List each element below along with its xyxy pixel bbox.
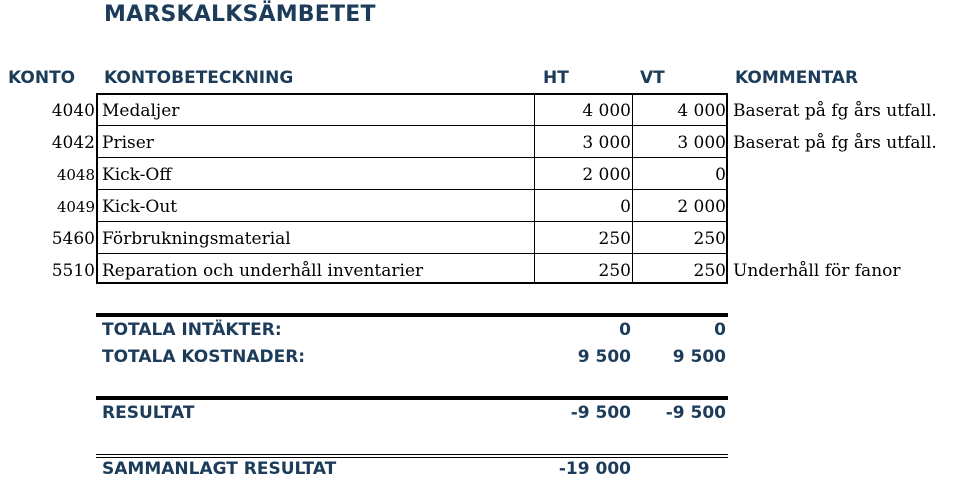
page-title: MARSKALKSÄMBETET: [104, 2, 376, 27]
header-kontobeteckning: KONTOBETECKNING: [104, 68, 294, 88]
kontobeteckning-cell: Priser: [102, 133, 154, 153]
totala-intakter-vt: 0: [714, 320, 726, 340]
ht-cell: 250: [598, 261, 631, 281]
kommentar-cell: Baserat på fg års utfall.: [733, 101, 937, 121]
kontobeteckning-cell: Kick-Off: [102, 165, 172, 185]
kontobeteckning-cell: Kick-Out: [102, 197, 178, 217]
konto-cell: 4049: [56, 198, 95, 216]
ht-cell: 4 000: [582, 101, 631, 121]
sammanlagt-resultat-label: SAMMANLAGT RESULTAT: [102, 459, 337, 479]
resultat-divider: [96, 396, 728, 400]
ht-cell: 3 000: [582, 133, 631, 153]
vt-cell: 3 000: [677, 133, 726, 153]
kontobeteckning-cell: Reparation och underhåll inventarier: [102, 261, 424, 281]
konto-cell: 5460: [51, 229, 95, 249]
header-vt: VT: [640, 68, 665, 88]
kontobeteckning-cell: Förbrukningsmaterial: [102, 229, 291, 249]
sammanlagt-resultat-value: -19 000: [558, 459, 631, 479]
totala-kostnader-ht: 9 500: [577, 347, 631, 367]
konto-cell: 4040: [51, 101, 95, 121]
kommentar-cell: Baserat på fg års utfall.: [733, 133, 937, 153]
totals-divider: [96, 313, 728, 317]
table-row: [0, 157, 959, 189]
vt-cell: 0: [715, 165, 726, 185]
table-row: [0, 189, 959, 221]
kontobeteckning-cell: Medaljer: [102, 101, 180, 121]
table-row: [0, 221, 959, 253]
vt-cell: 250: [693, 229, 726, 249]
kommentar-cell: Underhåll för fanor: [733, 261, 901, 281]
vt-cell: 250: [693, 261, 726, 281]
resultat-ht: -9 500: [570, 403, 631, 423]
ht-cell: 250: [598, 229, 631, 249]
header-kommentar: KOMMENTAR: [735, 68, 859, 88]
resultat-vt: -9 500: [665, 403, 726, 423]
konto-cell: 4048: [56, 166, 95, 184]
table-row: [0, 253, 959, 285]
table-row: [0, 125, 959, 157]
vt-cell: 4 000: [677, 101, 726, 121]
vt-cell: 2 000: [677, 197, 726, 217]
ht-cell: 0: [620, 197, 631, 217]
ht-cell: 2 000: [582, 165, 631, 185]
sammanlagt-divider: [96, 454, 728, 458]
konto-cell: 4042: [51, 133, 95, 153]
totala-kostnader-label: TOTALA KOSTNADER:: [102, 347, 306, 367]
totala-kostnader-vt: 9 500: [672, 347, 726, 367]
resultat-label: RESULTAT: [102, 403, 195, 423]
header-ht: HT: [543, 68, 569, 88]
table-row: [0, 93, 959, 125]
totala-intakter-label: TOTALA INTÄKTER:: [102, 320, 282, 340]
header-konto: KONTO: [8, 68, 76, 88]
totala-intakter-ht: 0: [619, 320, 631, 340]
konto-cell: 5510: [51, 261, 95, 281]
